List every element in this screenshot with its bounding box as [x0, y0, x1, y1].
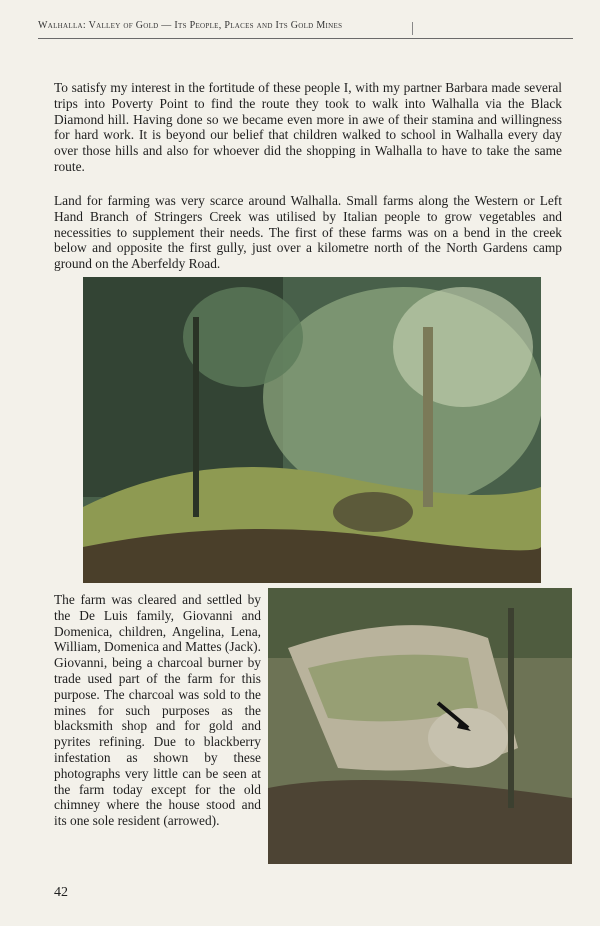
page-number: 42	[54, 885, 68, 900]
chimney-ruins-photo	[268, 588, 572, 864]
photo-caption-text: The farm was cleared and settled by the De Luis family, Giovanni and Domenica, children, Angelina, Lena, William, Domenica and Mattes (Jack). Giovanni, being a charcoal burner by trade used part of the farm for this purpose. The charcoal was sold to the mines for such purposes as the blacksmith shop and for gold and pyrites refining. Due to blackberry infestation as shown by these photographs very little can be seen at the farm today except for the old chimney where the house stood and its one sole resident (arrowed).	[54, 592, 261, 829]
chimney-photo-illustration	[268, 588, 572, 864]
running-title: Walhalla: Valley of Gold — Its People, Places and Its Gold Mines	[38, 20, 343, 31]
paragraph-1: To satisfy my interest in the fortitude of these people I, with my partner Barbara made several trips into Poverty Point to find the route they took to walk into Walhalla via the Black Diamond hill. Having done so we became even more in awe of their stamina and willingness for hard work. It is beyond our belief that children walked to school in Walhalla every day over those hills and also for whoever did the shopping in Walhalla to have to take the same route.	[54, 80, 562, 174]
paragraph-2: Land for farming was very scarce around Walhalla. Small farms along the Western or Left Hand Branch of Stringers Creek was utilised by Italian people to grow vegetables and necessities to supplement their needs. The first of these farms was on a bend in the creek below and opposite the first gully, just over a kilometre north of the North Gardens camp ground on the Aberfeldy Road.	[54, 193, 562, 272]
forest-photo-illustration	[83, 277, 541, 583]
header-divider-mark	[412, 22, 413, 35]
forest-clearing-photo	[83, 277, 541, 583]
running-header	[38, 20, 573, 39]
